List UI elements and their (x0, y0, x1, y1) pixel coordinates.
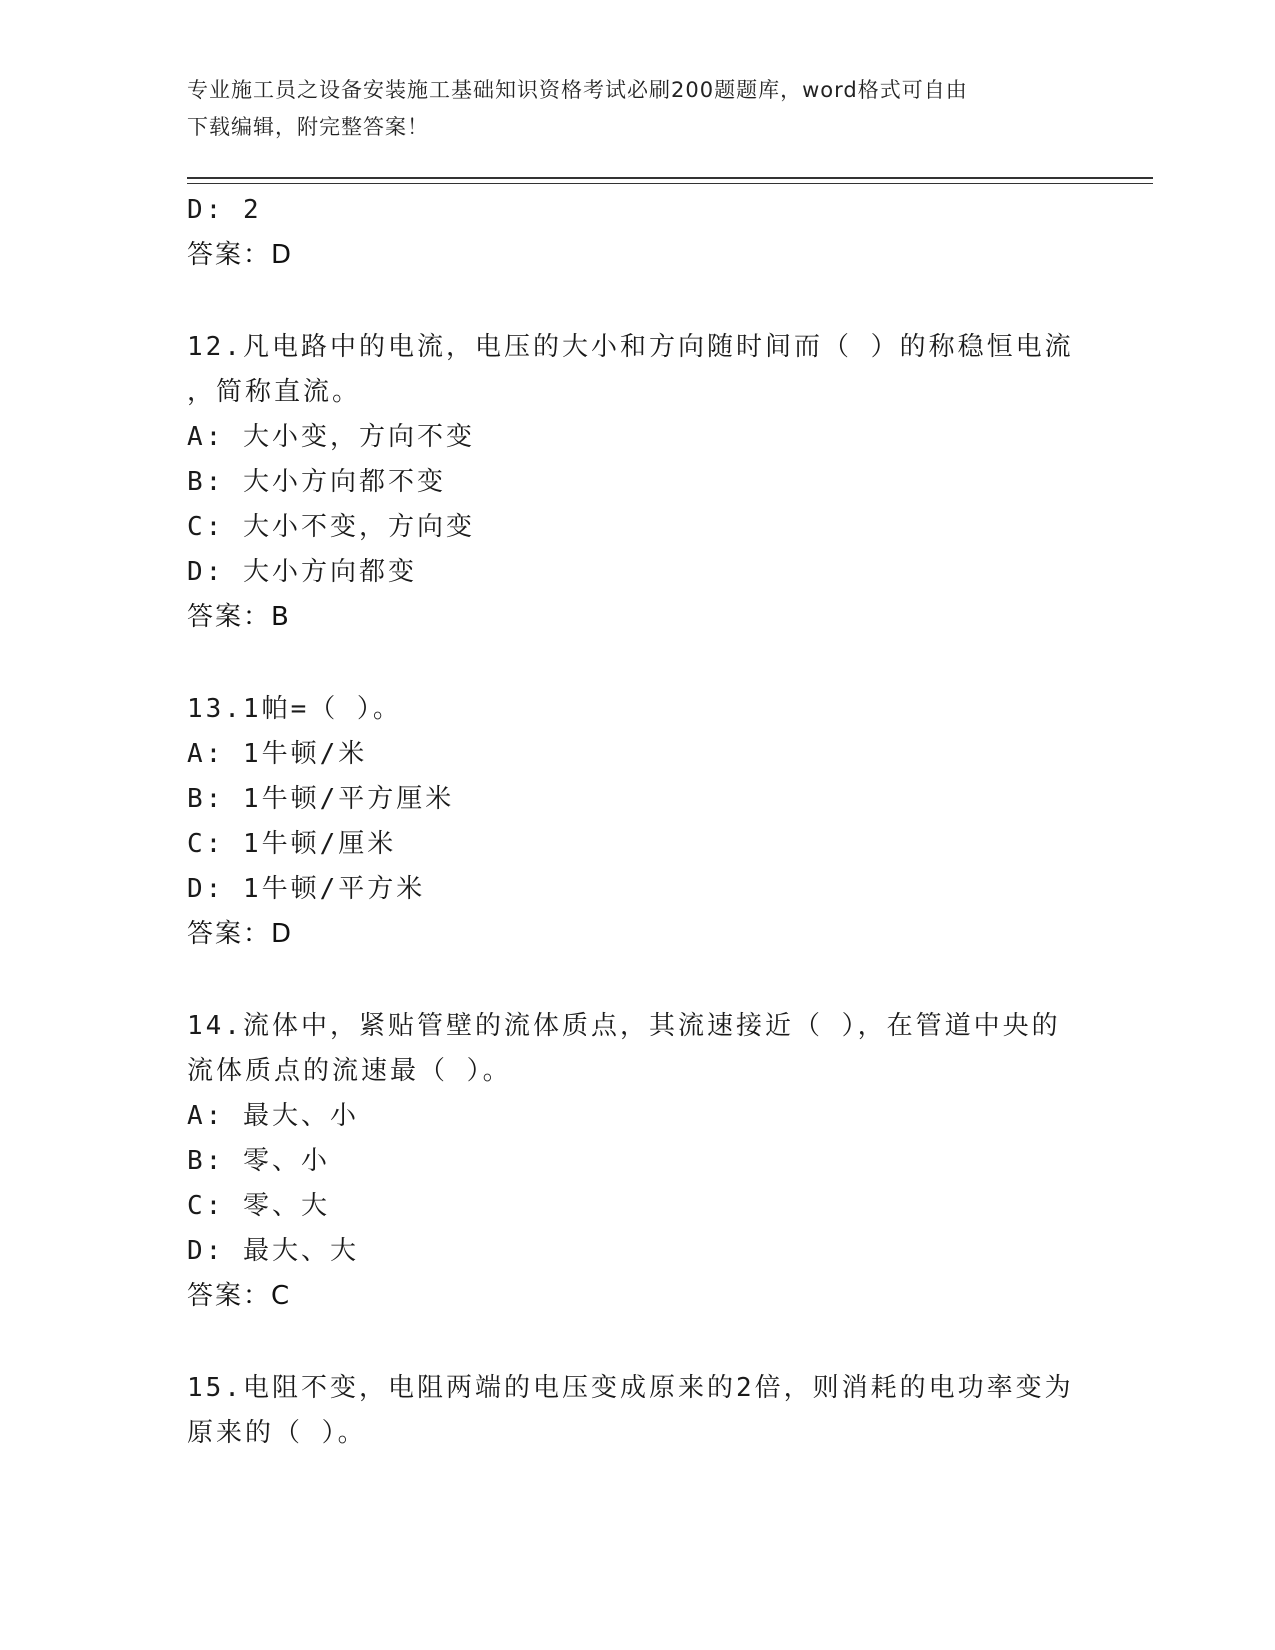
header-title-line-1: 专业施工员之设备安装施工基础知识资格考试必刷200题题库，word格式可自由 (187, 78, 968, 102)
spacer (187, 1319, 1087, 1366)
answer: 答案：B (187, 602, 291, 632)
prev-answer: 答案：D (187, 240, 294, 270)
option-a: A: 大小变，方向不变 (187, 422, 475, 452)
spacer (187, 278, 1087, 325)
question-stem-line: ，简称直流。 (187, 377, 362, 407)
option-c: C: 大小不变，方向变 (187, 512, 475, 542)
option-d: D: 最大、大 (187, 1236, 359, 1266)
header-divider-thin (187, 183, 1153, 184)
option-a: A: 1牛顿/米 (187, 739, 368, 769)
question-15 (187, 1366, 1087, 1456)
answer: 答案：C (187, 1281, 292, 1311)
option-b: B: 大小方向都不变 (187, 467, 446, 497)
answer: 答案：D (187, 919, 294, 949)
prev-option-d: D: 2 (187, 195, 262, 225)
question-12 (187, 325, 1087, 640)
option-c: C: 零、大 (187, 1191, 330, 1221)
question-stem-line: 13.1帕=（ ）。 (187, 694, 402, 724)
question-13 (187, 687, 1087, 957)
question-stem-line: 12.凡电路中的电流，电压的大小和方向随时间而（ ）的称稳恒电流 (187, 332, 1074, 362)
option-a: A: 最大、小 (187, 1101, 359, 1131)
header-divider-thick (187, 177, 1153, 179)
option-c: C: 1牛顿/厘米 (187, 829, 397, 859)
option-b: B: 零、小 (187, 1146, 330, 1176)
question-list (187, 188, 1087, 1456)
question-stem-line: 流体质点的流速最（ ）。 (187, 1056, 512, 1086)
question-14 (187, 1004, 1087, 1319)
spacer (187, 640, 1087, 687)
question-stem-line: 15.电阻不变，电阻两端的电压变成原来的2倍，则消耗的电功率变为 (187, 1373, 1074, 1403)
option-d: D: 大小方向都变 (187, 557, 417, 587)
option-d: D: 1牛顿/平方米 (187, 874, 426, 904)
option-b: B: 1牛顿/平方厘米 (187, 784, 455, 814)
question-stem-line: 原来的（ ）。 (187, 1418, 367, 1448)
header-title-line-2: 下载编辑，附完整答案！ (187, 115, 429, 139)
document-header (187, 72, 1067, 146)
question-stem-line: 14.流体中，紧贴管壁的流体质点，其流速接近（ ），在管道中央的 (187, 1011, 1061, 1041)
spacer (187, 957, 1087, 1004)
